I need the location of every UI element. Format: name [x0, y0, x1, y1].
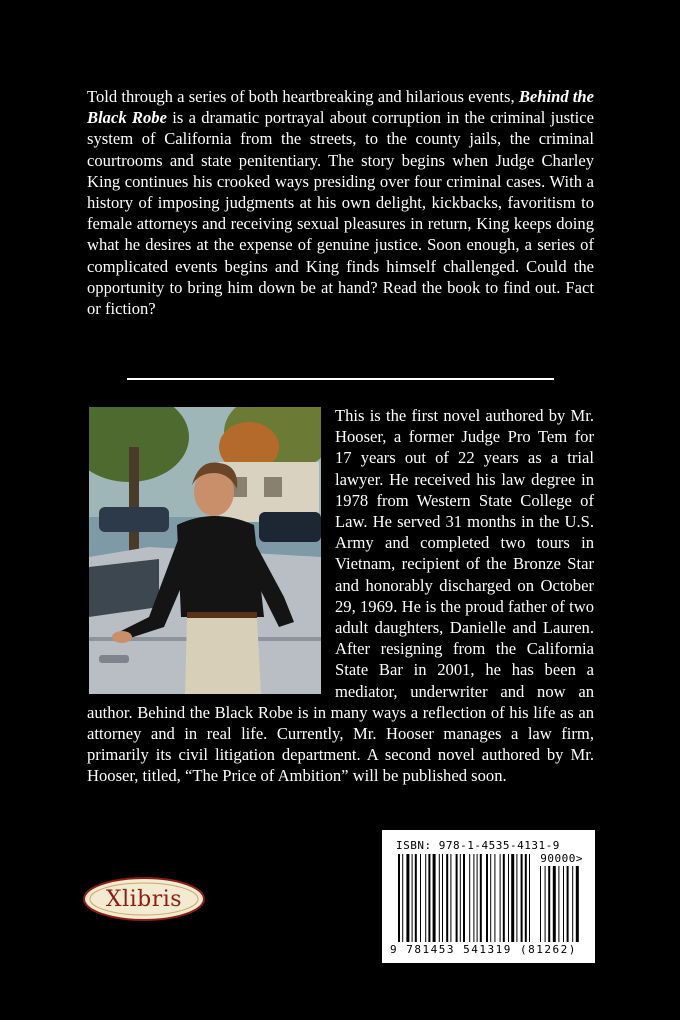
- synopsis-paragraph: [87, 86, 594, 319]
- price-code: 90000>: [540, 852, 583, 865]
- isbn-digits: 9 781453 541319 (81262): [390, 943, 577, 956]
- bio-text: This is the first novel authored by Mr. Hooser, a former Judge Pro Tem for 17 years out of 22 years as a trial lawyer. He received his law degree in 1978 from Western State College of Law. He served 31 months in the U.S. Army and completed two tours in Vietnam, recipient of the Bronze Star and honorably discharged on October 29, 1969. He is the proud father of two adult daughters, Danielle and Lauren. After resigning from the California State Bar in 2001, he has been a mediator, underwriter and now an author. Behind the Black Robe is in many ways a reflection of his life as an attorney and in real life. Currently, Mr. Hooser manages a law firm, primarily its civil litigation department. A second novel authored by Mr. Hooser, titled, “The Price of Ambition” will be published soon.: [87, 406, 594, 786]
- publisher-name: Xlibris: [105, 886, 183, 912]
- synopsis-text-start: Told through a series of both heartbreaking and hilarious events,: [87, 87, 519, 106]
- author-bio: [87, 405, 594, 787]
- publisher-logo: [82, 876, 206, 922]
- section-divider: [127, 378, 554, 380]
- book-title: Behind the Black Robe: [87, 87, 594, 128]
- author-photo: [89, 407, 321, 694]
- synopsis-text-end: is a dramatic portrayal about corruption in the criminal justice system of California from the streets, to the county jails, the criminal courtrooms and state penitentiary. The story begins when Judge Charley King continues his crooked ways presiding over four criminal cases. With a history of imposing judgments at his own delight, kickbacks, favoritism to female attorneys and receiving sexual pleasures in return, King keeps doing what he desires at the expense of genuine justice. Soon enough, a series of complicated events begins and King finds himself challenged. Could the opportunity to bring him down be at hand? Read the book to find out. Fact or fiction?: [87, 108, 594, 319]
- isbn-label: ISBN: 978-1-4535-4131-9: [396, 839, 560, 852]
- isbn-barcode: [382, 830, 595, 963]
